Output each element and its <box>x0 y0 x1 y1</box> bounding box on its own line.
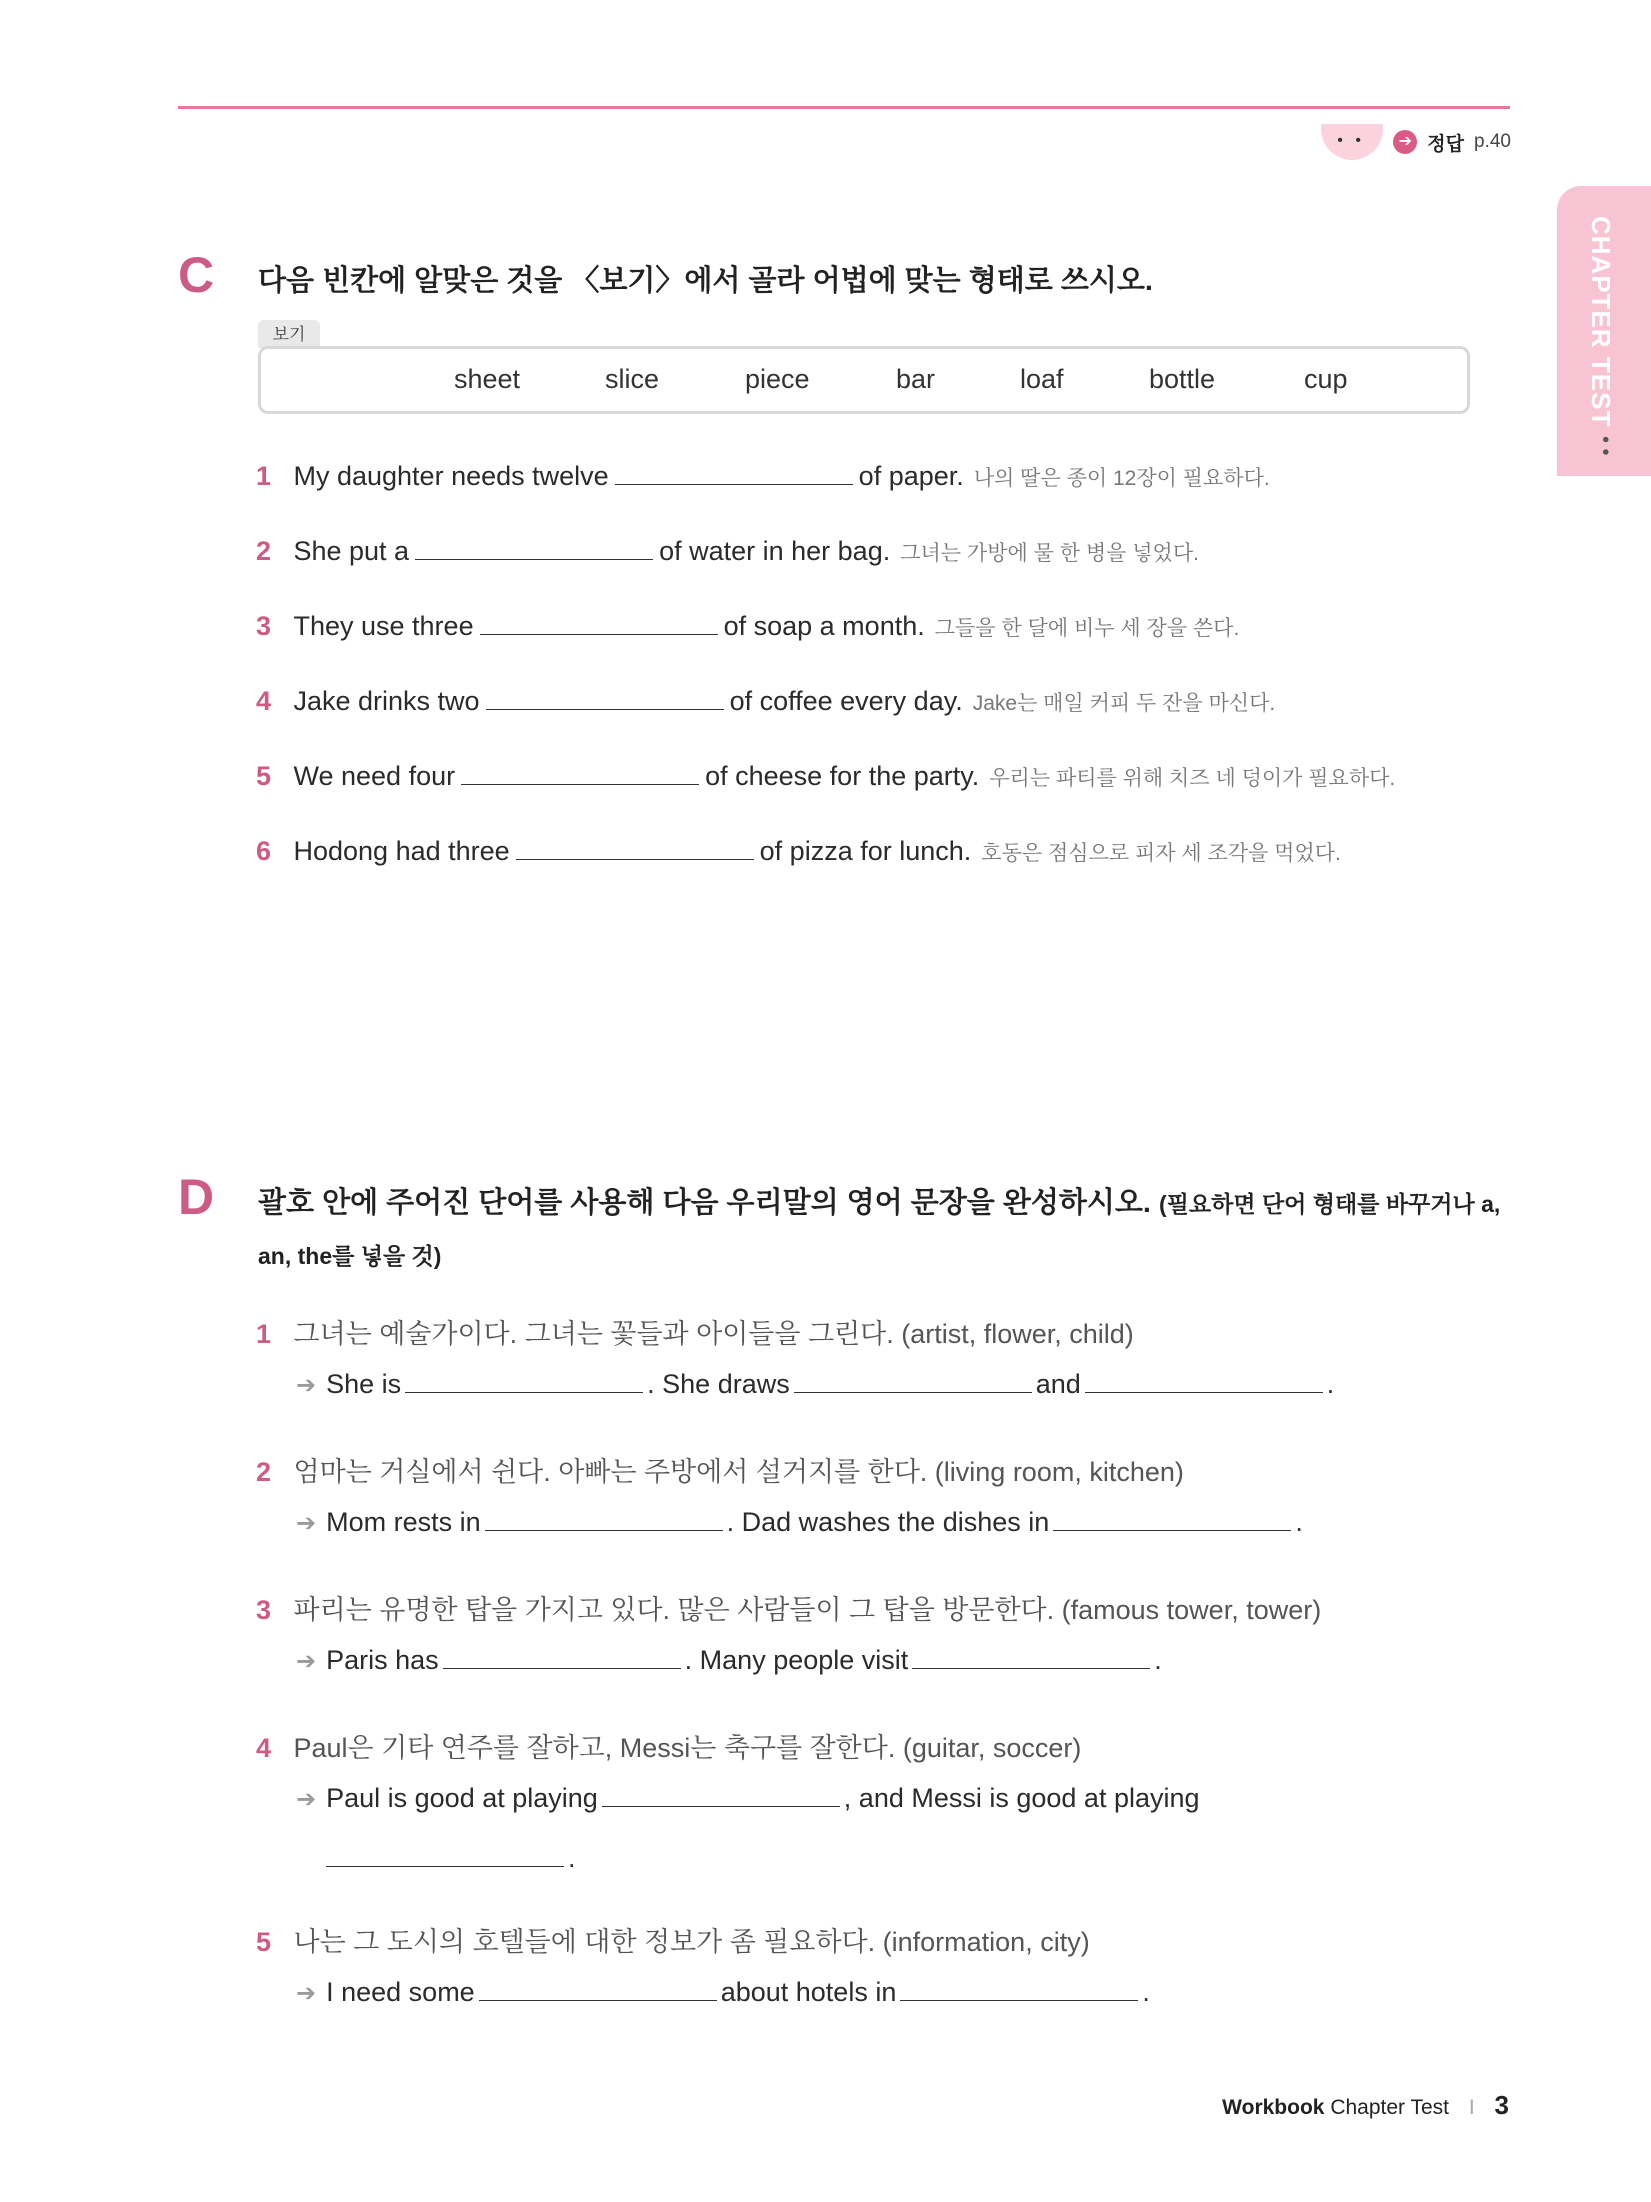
answer-blank[interactable] <box>461 760 699 785</box>
d-question-5 <box>256 1920 1090 1959</box>
korean-prompt: 파리는 유명한 탑을 가지고 있다. 많은 사람들이 그 탑을 방문한다. (famous tower, tower) <box>293 1595 1322 1625</box>
word-option: slice <box>605 364 660 394</box>
c-question-6 <box>256 835 1341 867</box>
section-c-title: 다음 빈칸에 알맞은 것을 〈보기〉에서 골라 어법에 맞는 형태로 쓰시오. <box>258 265 1153 297</box>
word-box <box>258 346 1470 414</box>
arrow-icon: ➔ <box>296 1980 317 2007</box>
question-number: 5 <box>256 761 272 791</box>
arrow-icon: ➔ <box>296 1786 317 1813</box>
question-text: Jake drinks two <box>293 686 480 716</box>
question-text: They use three <box>293 611 474 641</box>
arrow-icon: ➔ <box>296 1648 317 1675</box>
answer-text: . <box>1326 1369 1335 1399</box>
question-text: of coffee every day. <box>729 686 963 716</box>
answer-text: . <box>568 1843 576 1873</box>
answer-blank[interactable] <box>486 685 724 710</box>
question-number: 2 <box>256 1457 272 1487</box>
answer-blank[interactable] <box>1053 1506 1291 1531</box>
question-text: My daughter needs twelve <box>293 461 609 491</box>
korean-translation: 호동은 점심으로 피자 세 조각을 먹었다. <box>981 842 1341 865</box>
answer-text: and <box>1035 1369 1081 1399</box>
answer-blank[interactable] <box>900 1976 1138 2001</box>
korean-prompt: 나는 그 도시의 호텔들에 대한 정보가 좀 필요하다. (information, city) <box>293 1927 1090 1957</box>
top-rule <box>178 106 1510 109</box>
question-text: of pizza for lunch. <box>759 836 972 866</box>
question-text: of water in her bag. <box>659 536 891 566</box>
word-option: piece <box>745 364 810 394</box>
d-answer-line-4b <box>326 1842 576 1874</box>
word-box-label: 보기 <box>258 320 320 348</box>
word-option: bar <box>896 364 936 394</box>
answer-text: . Dad washes the dishes in <box>726 1507 1050 1537</box>
question-number: 3 <box>256 611 272 641</box>
smile-face-icon: • • <box>1321 124 1383 160</box>
d-answer-line-5 <box>296 1976 1150 2008</box>
korean-translation: 나의 딸은 종이 12장이 필요하다. <box>973 467 1270 490</box>
question-number: 2 <box>256 536 272 566</box>
word-option: bottle <box>1149 364 1216 394</box>
question-text: Hodong had three <box>293 836 510 866</box>
footer-separator: I <box>1468 2096 1475 2119</box>
answer-label: 정답 <box>1427 133 1465 155</box>
question-text: of soap a month. <box>723 611 925 641</box>
answer-reference <box>1321 124 1511 160</box>
question-number: 4 <box>256 1733 272 1763</box>
answer-blank[interactable] <box>794 1368 1032 1393</box>
question-number: 3 <box>256 1595 272 1625</box>
section-d-note-2: an, the를 넣을 것) <box>258 1243 442 1269</box>
d-answer-line-3 <box>296 1644 1162 1676</box>
answer-text: Mom rests in <box>326 1507 481 1537</box>
answer-text: . Many people visit <box>684 1645 909 1675</box>
arrow-icon: ➔ <box>296 1372 317 1399</box>
answer-text: about hotels in <box>720 1977 897 2007</box>
arrow-icon: ➔ <box>296 1510 317 1537</box>
question-number: 1 <box>256 1319 272 1349</box>
c-question-1 <box>256 460 1270 492</box>
d-answer-line-4 <box>296 1782 1200 1814</box>
answer-blank[interactable] <box>602 1782 840 1807</box>
question-number: 6 <box>256 836 272 866</box>
answer-blank[interactable] <box>912 1644 1150 1669</box>
answer-blank[interactable] <box>485 1506 723 1531</box>
question-number: 1 <box>256 461 272 491</box>
korean-prompt: Paul은 기타 연주를 잘하고, Messi는 축구를 잘한다. (guitar, soccer) <box>293 1733 1082 1763</box>
question-text: of paper. <box>858 461 964 491</box>
word-option: loaf <box>1020 364 1064 394</box>
c-question-5 <box>256 760 1395 792</box>
page-footer <box>1222 2090 1509 2121</box>
korean-translation: 그녀는 가방에 물 한 병을 넣었다. <box>900 542 1199 565</box>
korean-translation: 그들을 한 달에 비누 세 장을 쓴다. <box>934 617 1240 640</box>
korean-prompt: 엄마는 거실에서 쉰다. 아빠는 주방에서 설거지를 한다. (living room, kitchen) <box>293 1457 1184 1487</box>
c-question-2 <box>256 535 1199 567</box>
answer-blank[interactable] <box>479 1976 717 2001</box>
answer-text: . <box>1142 1977 1150 2007</box>
d-question-2 <box>256 1450 1184 1489</box>
answer-text: . She draws <box>647 1369 790 1399</box>
answer-text: . <box>1154 1645 1162 1675</box>
answer-blank[interactable] <box>415 535 653 560</box>
d-question-4 <box>256 1726 1081 1765</box>
answer-blank[interactable] <box>615 460 853 485</box>
answer-text: I need some <box>326 1977 475 2007</box>
section-d-title-text: 괄호 안에 주어진 단어를 사용해 다음 우리말의 영어 문장을 완성하시오. <box>258 1187 1151 1219</box>
korean-translation: 우리는 파티를 위해 치즈 네 덩이가 필요하다. <box>989 767 1396 790</box>
answer-text: Paris has <box>326 1645 439 1675</box>
answer-text: She is <box>326 1369 402 1399</box>
c-question-3 <box>256 610 1239 642</box>
d-answer-line-1 <box>296 1368 1334 1400</box>
question-text: She put a <box>293 536 410 566</box>
answer-blank[interactable] <box>1085 1368 1323 1393</box>
answer-blank[interactable] <box>443 1644 681 1669</box>
answer-page: p.40 <box>1474 131 1511 152</box>
word-option: cup <box>1304 364 1348 394</box>
footer-book: Workbook <box>1222 2096 1325 2119</box>
korean-prompt: 그녀는 예술가이다. 그녀는 꽃들과 아이들을 그린다. (artist, flower, child) <box>293 1319 1134 1349</box>
section-d-title-line2 <box>258 1238 441 1272</box>
answer-blank[interactable] <box>516 835 754 860</box>
d-answer-line-2 <box>296 1506 1303 1538</box>
c-question-4 <box>256 685 1275 717</box>
question-number: 4 <box>256 686 272 716</box>
side-tab-label: CHAPTER TEST <box>1586 216 1616 428</box>
question-text: We need four <box>293 761 456 791</box>
answer-text: Paul is good at playing <box>326 1783 598 1813</box>
answer-text: , and Messi is good at playing <box>843 1783 1200 1813</box>
section-d-note: (필요하면 단어 형태를 바꾸거나 a, <box>1159 1191 1501 1217</box>
word-option: sheet <box>454 364 521 394</box>
question-text: of cheese for the party. <box>705 761 980 791</box>
chapter-test-side-tab <box>1557 186 1651 476</box>
answer-blank[interactable] <box>405 1368 643 1393</box>
section-d-letter: D <box>178 1169 215 1225</box>
section-c-letter: C <box>178 247 215 303</box>
section-d-title <box>258 1180 1500 1221</box>
answer-blank[interactable] <box>326 1842 564 1867</box>
d-question-1 <box>256 1312 1134 1351</box>
d-question-3 <box>256 1588 1321 1627</box>
arrow-right-icon: ➔ <box>1393 130 1417 154</box>
answer-blank[interactable] <box>480 610 718 635</box>
answer-text: . <box>1295 1507 1303 1537</box>
korean-translation: Jake는 매일 커피 두 잔을 마신다. <box>972 692 1276 715</box>
footer-title: Chapter Test <box>1330 2096 1449 2119</box>
dots-icon: • • <box>1594 436 1616 456</box>
question-number: 5 <box>256 1927 272 1957</box>
page-number: 3 <box>1494 2090 1509 2120</box>
